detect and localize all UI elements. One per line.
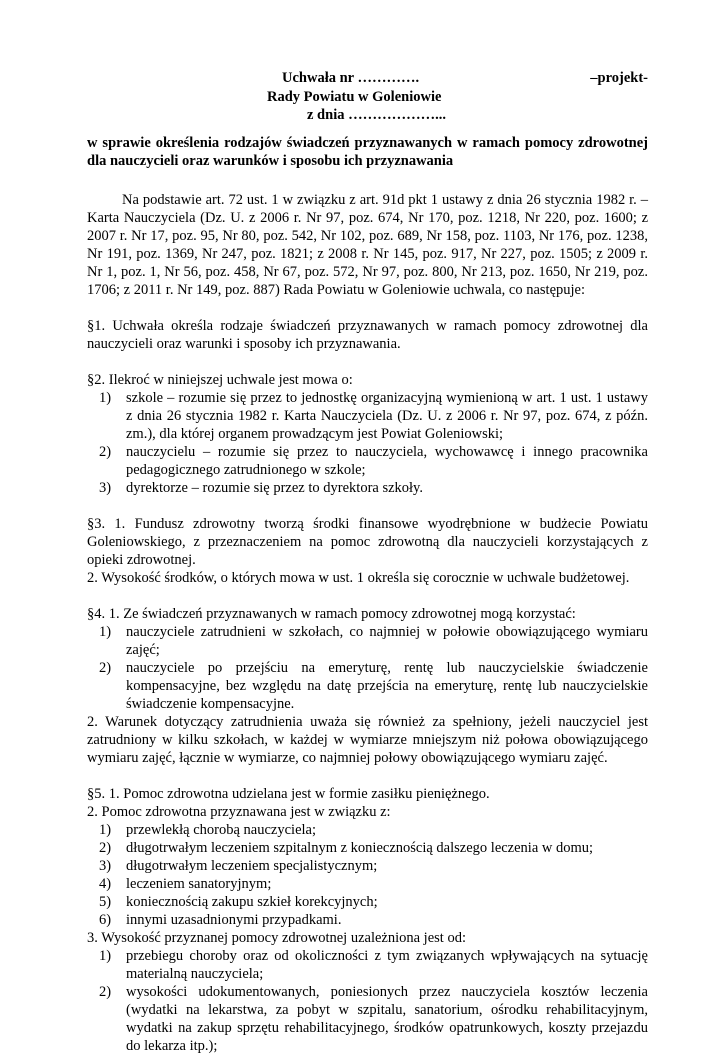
list-item [87,479,648,497]
item-number: 2) [99,984,112,1000]
section-5 [87,785,648,1055]
list-item [87,389,648,443]
section-2-intro: §2. Ilekroć w niniejszej uchwale jest mowa o: [87,372,353,388]
list-item [87,911,648,929]
resolution-subject: w sprawie określenia rodzajów świadczeń przyznawanych w ramach pomocy zdrowotnej dla nauczycieli oraz warunków i sposobu ich przyznawania [87,135,648,169]
item-number: 3) [99,480,112,496]
list-item [87,947,648,983]
item-number: 3) [99,858,112,874]
section-2 [87,371,648,497]
section-4-list [87,623,648,713]
list-item [87,821,648,839]
list-item [87,857,648,875]
item-number: 2) [99,660,112,676]
project-label: –projekt- [590,70,648,86]
item-number: 1) [99,822,112,838]
item-text: leczeniem sanatoryjnym; [126,876,272,892]
item-number: 1) [99,948,112,964]
item-text: przebiegu choroby oraz od okoliczności z tym związanych wpływających na sytuację materialną nauczyciela; [126,948,648,982]
item-text: szkole – rozumie się przez to jednostkę organizacyjną wymienioną w art. 1 ust. 1 ustawy z dnia 26 stycznia 1982 r. Karta Nauczyciela (Dz. U. z 2006 r. Nr 97, poz. 674, z późn. zm.), dla której organem prowadzącym jest Powiat Goleniowski; [126,390,648,442]
section-5-paragraph-1: §5. 1. Pomoc zdrowotna udzielana jest w formie zasiłku pieniężnego. [87,786,490,802]
list-item [87,893,648,911]
item-text: wysokości udokumentowanych, poniesionych przez nauczyciela kosztów leczenia (wydatki na lekarstwa, za pobyt w szpitalu, sanatorium, ośrodku rehabilitacyjnym, wydatki na zakup sprzętu rehabilitacyjnego, środków opatrunkowych, koszty przejazdu do lekarza itp.); [126,984,648,1054]
list-item [87,659,648,713]
document-header [87,64,648,124]
item-text: przewlekłą chorobą nauczyciela; [126,822,317,838]
item-text: koniecznością zakupu szkieł korekcyjnych; [126,894,378,910]
list-item [87,443,648,479]
item-text: innymi uzasadnionymi przypadkami. [126,912,342,928]
section-3-paragraph-1: §3. 1. Fundusz zdrowotny tworzą środki finansowe wyodrębnione w budżecie Powiatu Goleniowskiego, z przeznaczeniem na pomoc zdrowotną dla nauczycieli korzystających z opieki zdrowotnej. [87,516,648,568]
section-5-list-3 [87,947,648,1055]
section-5-paragraph-3: 3. Wysokość przyznanej pomocy zdrowotnej uzależniona jest od: [87,930,466,946]
list-item [87,839,648,857]
council-name: Rady Powiatu w Goleniowie [267,89,442,105]
section-3-paragraph-2: 2. Wysokość środków, o których mowa w ust. 1 określa się corocznie w uchwale budżetowej. [87,570,630,586]
item-number: 2) [99,840,112,856]
section-1: §1. Uchwała określa rodzaje świadczeń przyznawanych w ramach pomocy zdrowotnej dla nauczycieli oraz warunki i sposoby ich przyznawania. [87,318,648,352]
section-4-paragraph-2: 2. Warunek dotyczący zatrudnienia uważa się również za spełniony, jeżeli nauczyciel jest zatrudniony w kilku szkołach, w każdej w wymiarze mniejszym niż połowa obowiązującego wymiaru zajęć, łącznie w wymiarze, co najmniej połowy obowiązującego wymiaru zajęć. [87,714,648,766]
section-3 [87,515,648,587]
section-5-list [87,821,648,929]
list-item [87,623,648,659]
item-text: nauczyciele po przejściu na emeryturę, rentę lub nauczycielskie świadczenie kompensacyjne, bez względu na datę przejścia na emeryturę, rentę lub nauczycielskie świadczenie kompensacyjne. [126,660,648,712]
item-text: długotrwałym leczeniem specjalistycznym; [126,858,378,874]
resolution-number: Uchwała nr …………. [282,70,420,86]
item-number: 6) [99,912,112,928]
preamble: Na podstawie art. 72 ust. 1 w związku z art. 91d pkt 1 ustawy z dnia 26 stycznia 1982 r. – Karta Nauczyciela (Dz. U. z 2006 r. Nr 97, poz. 674, Nr 170, poz. 1218, Nr 220, poz. 1600; z 2007 r. Nr 17, poz. 95, Nr 80, poz. 542, Nr 102, poz. 689, Nr 158, poz. 1103, Nr 176, poz. 1238, Nr 191, poz. 1369, Nr 247, poz. 1821; z 2008 r. Nr 145, poz. 917, Nr 227, poz. 1505; z 2009 r. Nr 1, poz. 1, Nr 56, poz. 458, Nr 67, poz. 572, Nr 97, poz. 800, Nr 213, poz. 1650, Nr 219, poz. 1706; z 2011 r. Nr 149, poz. 887) Rada Powiatu w Goleniowie uchwala, co następuje: [87,192,648,298]
item-number: 1) [99,624,112,640]
item-text: długotrwałym leczeniem szpitalnym z koniecznością dalszego leczenia w domu; [126,840,594,856]
section-4 [87,605,648,767]
list-item [87,875,648,893]
list-item [87,983,648,1055]
item-number: 2) [99,444,112,460]
section-2-list [87,389,648,497]
item-text: dyrektorze – rozumie się przez to dyrektora szkoły. [126,480,423,496]
item-number: 4) [99,876,112,892]
item-number: 1) [99,390,112,406]
section-4-intro: §4. 1. Ze świadczeń przyznawanych w ramach pomocy zdrowotnej mogą korzystać: [87,606,576,622]
document-page [87,64,648,1055]
resolution-date: z dnia ………………... [307,107,446,123]
section-5-paragraph-2: 2. Pomoc zdrowotna przyznawana jest w związku z: [87,804,391,820]
item-text: nauczycielu – rozumie się przez to nauczyciela, wychowawcę i innego pracownika pedagogicznego zatrudnionego w szkole; [126,444,648,478]
item-number: 5) [99,894,112,910]
item-text: nauczyciele zatrudnieni w szkołach, co najmniej w połowie obowiązującego wymiaru zajęć; [126,624,648,658]
